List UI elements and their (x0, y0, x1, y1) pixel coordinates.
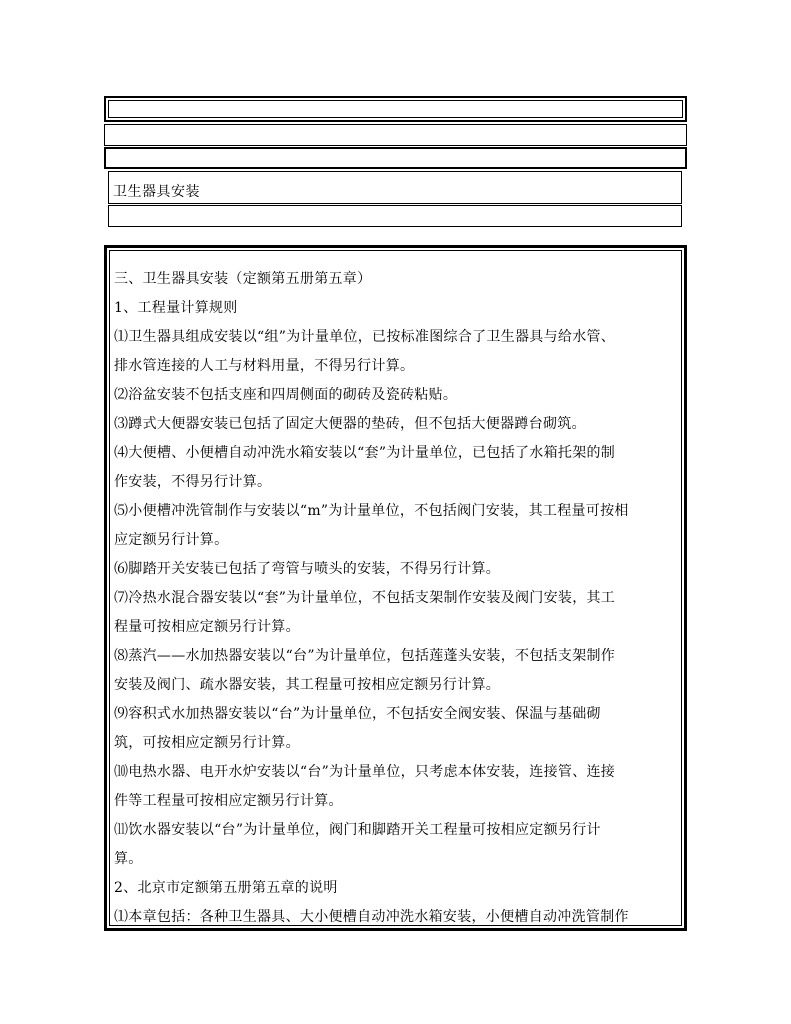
section-title: 卫生器具安装 (113, 184, 200, 200)
text-line: ⑺冷热水混合器安装以“套”为计量单位，不包括支架制作安装及阀门安装，其工 (114, 590, 616, 606)
text-line: ⑶蹲式大便器安装已包括了固定大便器的垫砖，但不包括大便器蹲台砌筑。 (114, 416, 586, 432)
text-line: ⑷大便槽、小便槽自动冲洗水箱安装以“套”为计量单位，已包括了水箱托架的制 (114, 445, 616, 461)
row-inner-border (108, 100, 683, 118)
text-line: ⑽电热水器、电开水炉安装以“台”为计量单位，只考虑本体安装，连接管、连接 (114, 764, 616, 780)
header-table-row-1 (104, 96, 687, 122)
text-line: 应定额另行计算。 (114, 532, 229, 548)
text-line: 2、北京市定额第五册第五章的说明 (114, 880, 338, 896)
text-line: 作安装，不得另行计算。 (114, 474, 272, 490)
text-line: ⑴本章包括：各种卫生器具、大小便槽自动冲洗水箱安装，小便槽自动冲洗管制作 (114, 909, 629, 925)
text-line: ⑵浴盆安装不包括支座和四周侧面的砌砖及瓷砖粘贴。 (114, 387, 458, 403)
text-line: 筑，可按相应定额另行计算。 (114, 735, 300, 751)
text-line: 件等工程量可按相应定额另行计算。 (114, 793, 343, 809)
text-line: ⑼容积式水加热器安装以“台”为计量单位，不包括安全阀安装、保温与基础砌 (114, 706, 601, 722)
header-table-row-3 (104, 147, 687, 169)
text-line: ⑴卫生器具组成安装以“组”为计量单位，已按标准图综合了卫生器具与给水管、 (114, 329, 616, 345)
text-line: 算。 (114, 851, 143, 867)
text-line: ⑹脚踏开关安装已包括了弯管与喷头的安装，不得另行计算。 (114, 561, 501, 577)
section-empty-cell (108, 205, 682, 227)
text-line: 安装及阀门、疏水器安装，其工程量可按相应定额另行计算。 (114, 677, 501, 693)
text-line: ⑾饮水器安装以“台”为计量单位，阀门和脚踏开关工程量可按相应定额另行计 (114, 822, 601, 838)
content-cell (109, 250, 682, 926)
text-line: 排水管连接的人工与材料用量，不得另行计算。 (114, 358, 415, 374)
text-line: 三、卫生器具安装（定额第五册第五章） (114, 271, 372, 287)
section-title-cell (108, 171, 682, 204)
content-table (104, 245, 687, 931)
content-text (114, 265, 680, 926)
text-line: ⑻蒸汽——水加热器安装以“台”为计量单位，包括莲蓬头安装，不包括支架制作 (114, 648, 616, 664)
text-line: 程量可按相应定额另行计算。 (114, 619, 300, 635)
text-line: 1、工程量计算规则 (114, 300, 238, 316)
header-table-row-2 (104, 124, 687, 146)
text-line: ⑸小便槽冲洗管制作与安装以“m”为计量单位，不包括阀门安装，其工程量可按相 (114, 503, 629, 519)
